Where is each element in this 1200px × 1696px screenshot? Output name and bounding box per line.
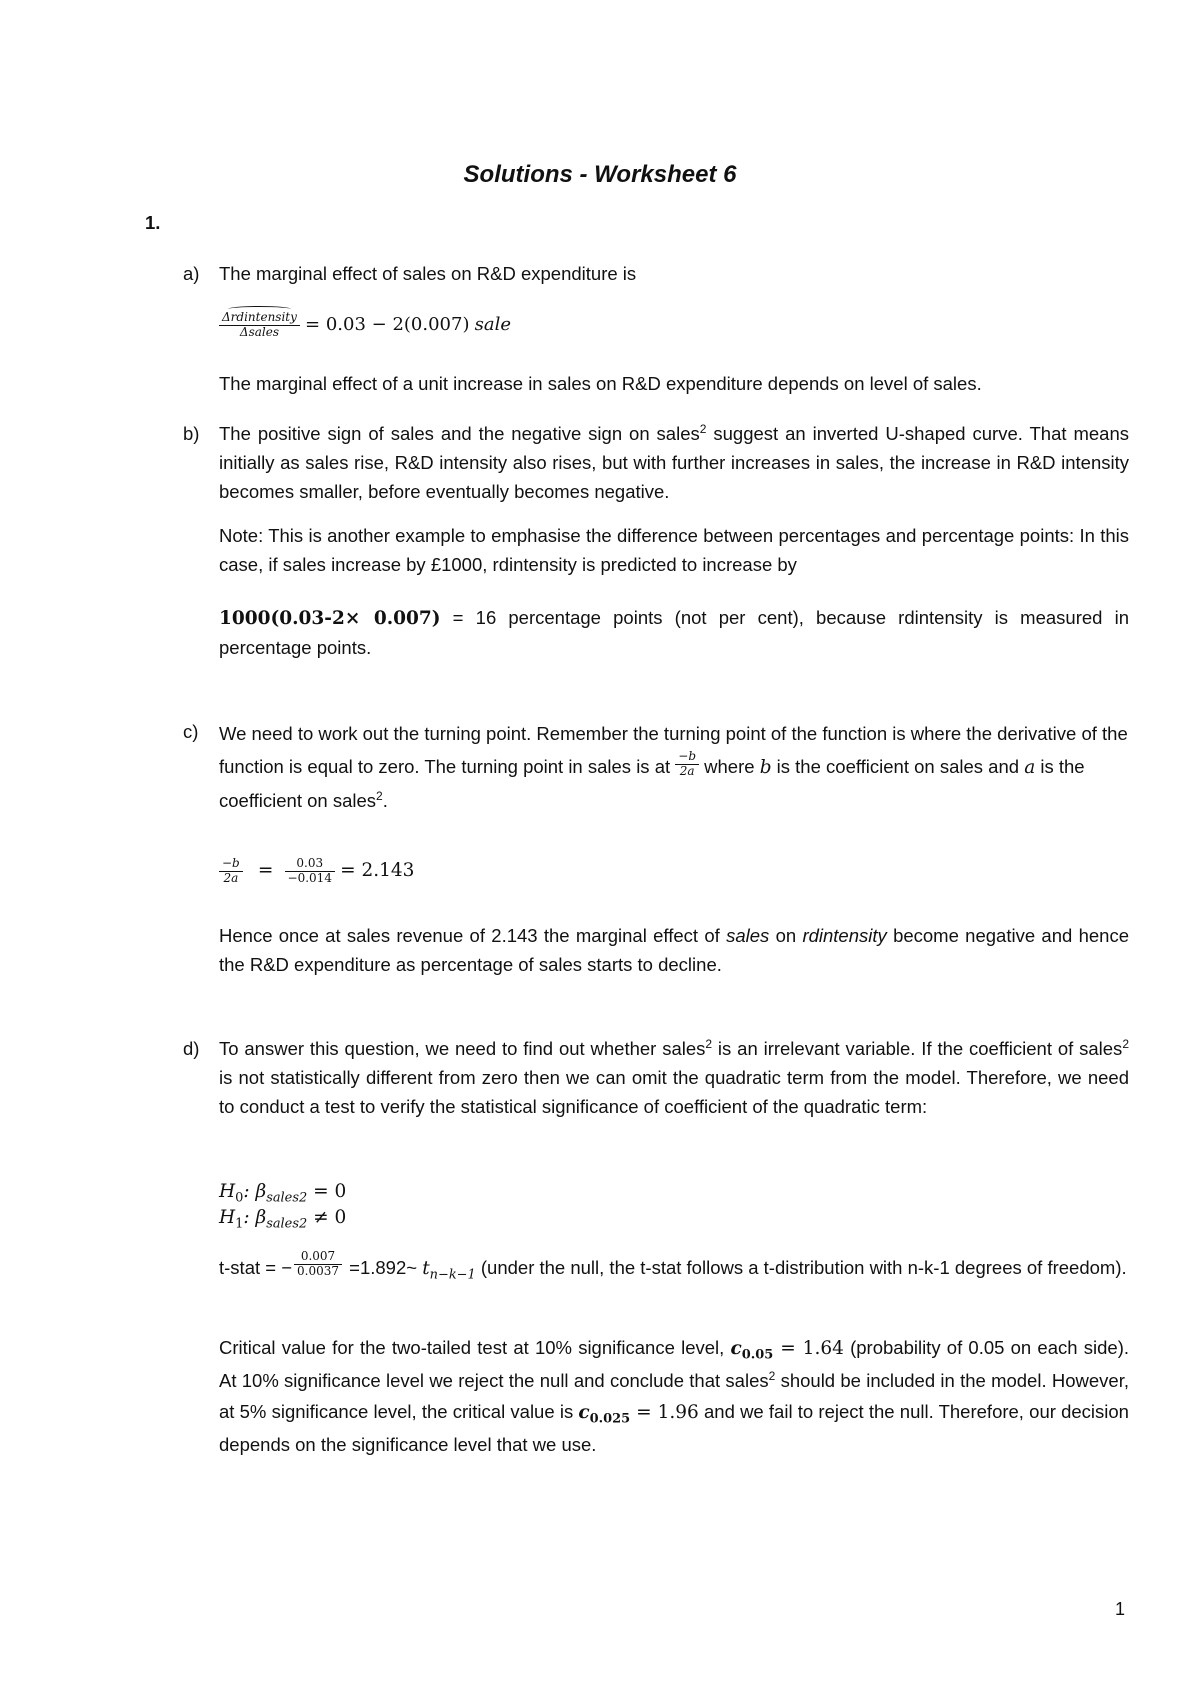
superscript-2: 2 bbox=[705, 1036, 713, 1051]
part-c-text-1: We need to work out the turning point. Remember the turning point of the function is where the derivative of the function is equal to zero. The turning point in sales is at bbox=[219, 723, 1128, 777]
part-c-label: c) bbox=[183, 721, 199, 742]
h0-beta: : β bbox=[243, 1181, 267, 1202]
h0-symbol: H bbox=[219, 1181, 236, 1202]
part-b-calculation bbox=[219, 603, 1129, 662]
crit-c2-subscript: 0.025 bbox=[589, 1411, 631, 1427]
part-b-note: Note: This is another example to emphasise the difference between percentages and percentage points: In this case, if sales increase by £1000, rdintensity is predicted to increase by bbox=[219, 525, 1129, 575]
eq-result: = 2.143 bbox=[340, 860, 415, 881]
tstat-t: t bbox=[422, 1258, 430, 1279]
part-d-paragraph bbox=[219, 1034, 1129, 1121]
eq-rhs-numerator: 0.03 bbox=[285, 857, 335, 872]
eq-rhs-denominator: −0.014 bbox=[287, 870, 332, 885]
crit-c2-value: = 1.96 bbox=[630, 1402, 699, 1423]
part-b-text-2: suggest an inverted U-shaped curve. That means initially as sales rise, R&D intensity also rises, but with further increases in sales, the increase in R&D intensity becomes smaller, before eventually becomes negative. bbox=[219, 423, 1129, 502]
h1-beta-subscript: sales2 bbox=[266, 1216, 308, 1232]
page-title: Solutions - Worksheet 6 bbox=[463, 161, 737, 188]
part-d-text-1: To answer this question, we need to find out whether sales bbox=[219, 1038, 706, 1059]
part-c-var-b: b bbox=[759, 757, 772, 778]
part-c-conc-rdintensity: rdintensity bbox=[802, 925, 887, 946]
tp-numerator: −b bbox=[675, 750, 699, 765]
alternative-hypothesis bbox=[219, 1202, 1129, 1232]
crit-c1: c bbox=[730, 1338, 742, 1359]
crit-text-1: Critical value for the two-tailed test at 10% significance level, bbox=[219, 1337, 731, 1358]
tstat-fraction bbox=[294, 1250, 342, 1279]
part-a-intro: The marginal effect of sales on R&D expenditure is bbox=[219, 263, 637, 284]
part-a-eq-var: sale bbox=[474, 314, 512, 335]
part-a-eq-numerator: Δrdintensity bbox=[222, 309, 297, 324]
part-c-text-end: . bbox=[382, 790, 388, 811]
turning-point-lhs bbox=[219, 857, 243, 886]
part-a-eq-denominator: Δsales bbox=[239, 324, 279, 339]
turning-point-rhs bbox=[285, 857, 335, 886]
part-a-conclusion: The marginal effect of a unit increase in sales on R&D expenditure depends on level of sales. bbox=[219, 373, 982, 394]
part-a-eq-rhs: = 0.03 − 2(0.007) bbox=[305, 314, 470, 335]
part-d-text-2: is an irrelevant variable. If the coefficient of sales bbox=[712, 1038, 1123, 1059]
superscript-2: 2 bbox=[376, 788, 383, 803]
crit-text-2: (probability of 0.05 on each side). At 10% significance level we reject the null and conclude that sales bbox=[219, 1337, 1129, 1391]
part-b-paragraph bbox=[219, 419, 1129, 506]
superscript-2: 2 bbox=[768, 1368, 776, 1383]
crit-text-3: should be included in the model. However, at 5% significance level, the critical value is bbox=[219, 1369, 1129, 1422]
eq-equals: = bbox=[257, 860, 274, 881]
turning-point-fraction bbox=[675, 750, 699, 779]
part-a-label: a) bbox=[183, 263, 200, 284]
tstat-denominator: 0.0037 bbox=[297, 1263, 340, 1278]
part-a-equation bbox=[219, 306, 1129, 343]
eq-lhs-numerator: −b bbox=[219, 857, 243, 872]
part-c-conc-2: on bbox=[769, 925, 803, 946]
part-d-label: d) bbox=[183, 1038, 200, 1059]
part-c-equation bbox=[219, 852, 1129, 889]
part-c-conc-sales: sales bbox=[726, 925, 770, 946]
part-d-text-3: is not statistically different from zero then we can omit the quadratic term from the model. Therefore, we need to conduct a test to verify the statistical significance of coefficient of the quadratic term: bbox=[219, 1067, 1129, 1117]
crit-c1-value: = 1.64 bbox=[773, 1338, 844, 1359]
part-c-conc-1: Hence once at sales revenue of 2.143 the marginal effect of bbox=[219, 925, 727, 946]
h0-beta-subscript: sales2 bbox=[266, 1190, 308, 1206]
superscript-2: 2 bbox=[1122, 1036, 1129, 1051]
part-b-calc-rest: = 16 percentage points (not per cent), because rdintensity is measured in percentage points. bbox=[219, 607, 1130, 658]
part-c-text-3: is the coefficient on sales and bbox=[771, 756, 1025, 777]
tp-denominator: 2a bbox=[679, 763, 695, 778]
question-number: 1. bbox=[145, 212, 161, 233]
crit-c2: c bbox=[578, 1402, 590, 1423]
page-number: 1 bbox=[1114, 1599, 1125, 1619]
part-b-label: b) bbox=[183, 423, 200, 444]
h1-beta: : β bbox=[243, 1207, 267, 1228]
marginal-effect-fraction bbox=[219, 311, 300, 340]
h1-symbol: H bbox=[219, 1207, 236, 1228]
part-b-calc-expr: 1000(0.03-2× 0.007) bbox=[219, 608, 441, 629]
part-c-text-4: is the coefficient on sales bbox=[219, 756, 1085, 811]
critical-value-paragraph bbox=[219, 1332, 1129, 1460]
tstat-label: t-stat = − bbox=[219, 1257, 293, 1278]
h1-subscript: 1 bbox=[235, 1216, 244, 1232]
part-c-conclusion bbox=[219, 921, 1129, 979]
eq-lhs-denominator: 2a bbox=[223, 870, 239, 885]
part-b-text-1: The positive sign of sales and the negative sign on sales bbox=[219, 423, 700, 444]
tstat-rest: (under the null, the t-stat follows a t-distribution with n-k-1 degrees of freedom). bbox=[475, 1257, 1127, 1278]
tstat-numerator: 0.007 bbox=[294, 1250, 342, 1265]
crit-text-4: and we fail to reject the null. Therefore, our decision depends on the significance level that we use. bbox=[219, 1401, 1129, 1455]
part-c-conc-3: become negative and hence the R&D expenditure as percentage of sales starts to decline. bbox=[219, 925, 1129, 975]
crit-c1-subscript: 0.05 bbox=[741, 1347, 774, 1363]
h1-relation: ≠ 0 bbox=[307, 1207, 347, 1228]
part-c-paragraph bbox=[219, 717, 1129, 817]
superscript-2: 2 bbox=[699, 421, 707, 436]
t-statistic bbox=[219, 1248, 1129, 1285]
h0-relation: = 0 bbox=[307, 1181, 347, 1202]
tstat-df: n−k−1 bbox=[429, 1267, 476, 1283]
h0-subscript: 0 bbox=[235, 1190, 244, 1206]
part-c-text-2: where bbox=[699, 756, 760, 777]
part-c-var-a: a bbox=[1024, 757, 1036, 778]
tstat-value: =1.892~ bbox=[344, 1257, 423, 1278]
